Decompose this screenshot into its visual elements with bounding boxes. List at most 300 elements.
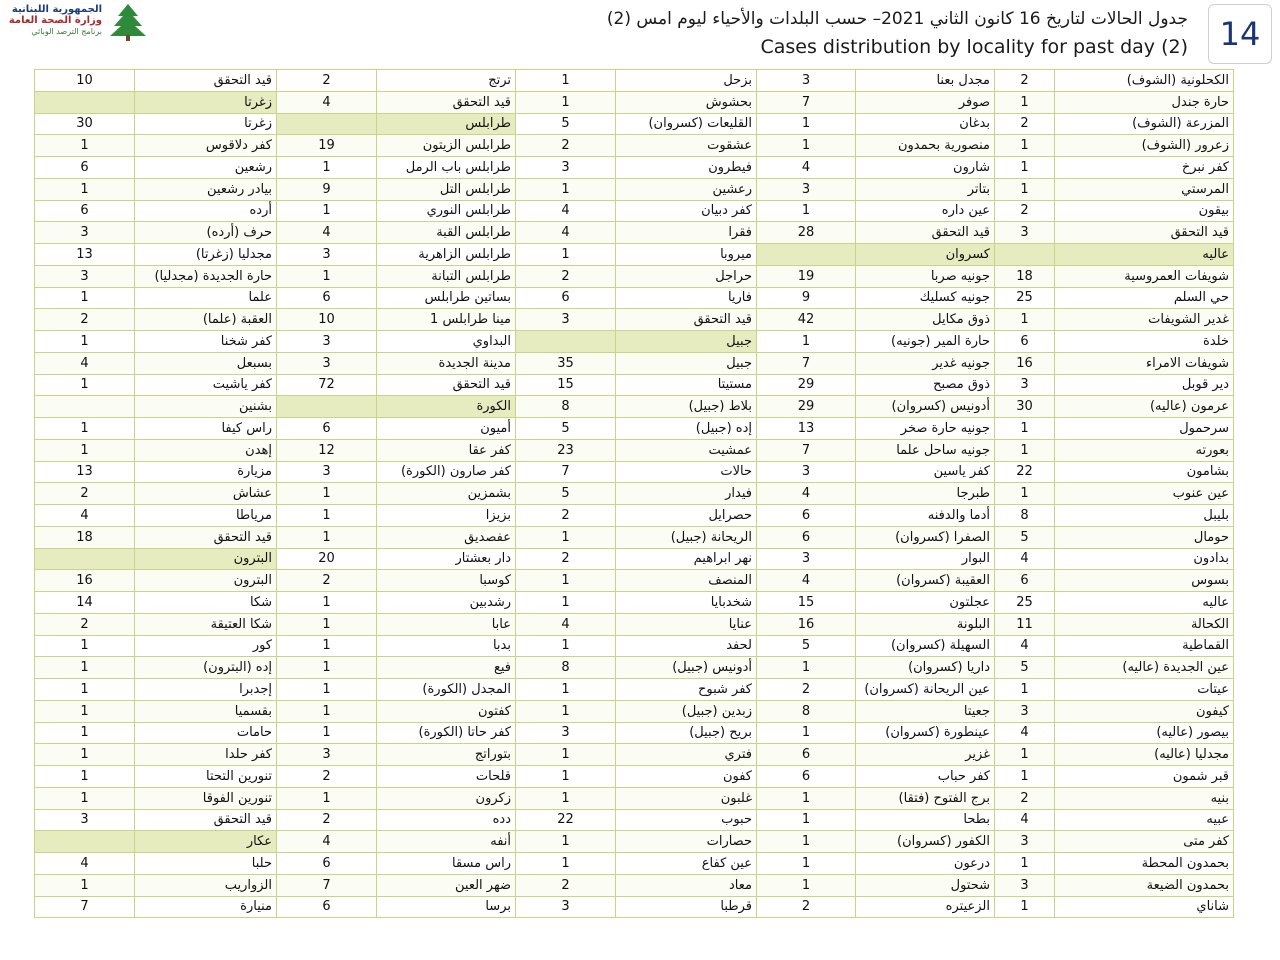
case-count-cell: 30: [35, 113, 135, 135]
case-count-cell: 6: [757, 526, 856, 548]
locality-cell: كفون: [616, 766, 757, 788]
locality-cell: الصفرا (كسروان): [856, 526, 995, 548]
case-count-cell: 1: [35, 679, 135, 701]
case-count-cell: 1: [995, 157, 1055, 179]
locality-cell: طرابلس الزيتون: [377, 135, 516, 157]
case-count-cell: 2: [995, 70, 1055, 92]
locality-cell: بسوس: [1055, 570, 1234, 592]
case-count-cell: 1: [277, 722, 377, 744]
locality-cell: بشمزين: [377, 483, 516, 505]
locality-cell: شحتول: [856, 874, 995, 896]
locality-cell: بدبا: [377, 635, 516, 657]
locality-cell: زغرتا: [135, 91, 277, 113]
case-count-cell: 3: [277, 461, 377, 483]
case-count-cell: 4: [516, 222, 616, 244]
case-count-cell: 3: [277, 352, 377, 374]
locality-cell: إده (جبيل): [616, 418, 757, 440]
locality-cell: الكورة: [377, 396, 516, 418]
locality-cell: بطحا: [856, 809, 995, 831]
case-count-cell: 2: [277, 70, 377, 92]
locality-cell: البترون: [135, 548, 277, 570]
locality-cell: كفر دلاقوس: [135, 135, 277, 157]
table-row: [35, 679, 1234, 701]
case-count-cell: 1: [995, 309, 1055, 331]
locality-cell: إهدن: [135, 439, 277, 461]
table-row: [35, 352, 1234, 374]
table-row: [35, 744, 1234, 766]
locality-cell: فيع: [377, 657, 516, 679]
locality-cell: عينطورة (كسروان): [856, 722, 995, 744]
case-count-cell: 25: [995, 592, 1055, 614]
locality-cell: حامات: [135, 722, 277, 744]
locality-cell: عنايا: [616, 613, 757, 635]
locality-cell: كفر متى: [1055, 831, 1234, 853]
table-row: [35, 548, 1234, 570]
case-count-cell: [995, 244, 1055, 266]
case-count-cell: 1: [35, 657, 135, 679]
locality-cell: حصارات: [616, 831, 757, 853]
locality-cell: حي السلم: [1055, 287, 1234, 309]
table-row: [35, 613, 1234, 635]
case-count-cell: 1: [757, 135, 856, 157]
case-count-cell: 1: [995, 679, 1055, 701]
case-count-cell: 3: [35, 265, 135, 287]
locality-cell: الريحانة (جبيل): [616, 526, 757, 548]
case-count-cell: 15: [516, 374, 616, 396]
case-count-cell: 5: [995, 526, 1055, 548]
case-count-cell: 1: [995, 91, 1055, 113]
page-number: 14: [1208, 4, 1272, 64]
case-count-cell: 1: [516, 831, 616, 853]
table-row: [35, 896, 1234, 918]
case-count-cell: 4: [757, 483, 856, 505]
case-count-cell: 6: [995, 570, 1055, 592]
case-count-cell: 7: [35, 896, 135, 918]
case-count-cell: 2: [35, 309, 135, 331]
table-row: [35, 505, 1234, 527]
case-count-cell: 25: [995, 287, 1055, 309]
cedar-icon: [106, 2, 150, 42]
case-count-cell: 1: [516, 679, 616, 701]
case-count-cell: 3: [277, 244, 377, 266]
case-count-cell: 1: [757, 853, 856, 875]
locality-cell: طرابلس باب الرمل: [377, 157, 516, 179]
locality-cell: زبدين (جبيل): [616, 700, 757, 722]
locality-cell: حبوب: [616, 809, 757, 831]
locality-cell: عين الجديدة (عاليه): [1055, 657, 1234, 679]
locality-cell: غلبون: [616, 787, 757, 809]
case-count-cell: 29: [757, 396, 856, 418]
locality-cell: كيفون: [1055, 700, 1234, 722]
locality-cell: داريا (كسروان): [856, 657, 995, 679]
locality-cell: خلدة: [1055, 331, 1234, 353]
case-count-cell: 1: [35, 787, 135, 809]
case-count-cell: 7: [757, 352, 856, 374]
case-count-cell: 19: [757, 265, 856, 287]
locality-cell: القليعات (كسروان): [616, 113, 757, 135]
case-count-cell: 16: [757, 613, 856, 635]
locality-cell: رشدبين: [377, 592, 516, 614]
case-count-cell: [277, 113, 377, 135]
locality-cell: الكحلونية (الشوف): [1055, 70, 1234, 92]
case-count-cell: 8: [516, 396, 616, 418]
locality-cell: البلونة: [856, 613, 995, 635]
locality-cell: البداوي: [377, 331, 516, 353]
locality-cell: تنورين الفوقا: [135, 787, 277, 809]
locality-cell: منيارة: [135, 896, 277, 918]
locality-cell: حصرايل: [616, 505, 757, 527]
case-count-cell: 2: [35, 613, 135, 635]
case-count-cell: 1: [35, 874, 135, 896]
case-count-cell: 1: [277, 200, 377, 222]
locality-cell: شويفات العمروسية: [1055, 265, 1234, 287]
ministry-logo: [8, 2, 148, 42]
table-row: [35, 700, 1234, 722]
case-count-cell: 2: [995, 787, 1055, 809]
case-count-cell: 3: [995, 374, 1055, 396]
locality-cell: شارون: [856, 157, 995, 179]
case-count-cell: 1: [35, 744, 135, 766]
locality-cell: شاناي: [1055, 896, 1234, 918]
case-count-cell: 1: [35, 178, 135, 200]
locality-cell: عشاش: [135, 483, 277, 505]
case-count-cell: 4: [757, 157, 856, 179]
case-count-cell: 3: [757, 548, 856, 570]
case-count-cell: 3: [757, 461, 856, 483]
locality-cell: دار بعشتار: [377, 548, 516, 570]
locality-cell: كفر شخنا: [135, 331, 277, 353]
locality-cell: أدونيس (جبيل): [616, 657, 757, 679]
table-row: [35, 439, 1234, 461]
locality-cell: إده (البترون): [135, 657, 277, 679]
case-count-cell: 1: [35, 439, 135, 461]
case-count-cell: 2: [277, 809, 377, 831]
locality-cell: ذوق مصبح: [856, 374, 995, 396]
locality-cell: جونيه صربا: [856, 265, 995, 287]
case-count-cell: 6: [35, 200, 135, 222]
locality-cell: مزيارة: [135, 461, 277, 483]
case-count-cell: 13: [35, 244, 135, 266]
case-count-cell: 4: [35, 853, 135, 875]
table-row: [35, 222, 1234, 244]
locality-cell: ميروبا: [616, 244, 757, 266]
case-count-cell: 1: [995, 439, 1055, 461]
case-count-cell: 22: [995, 461, 1055, 483]
locality-cell: كفتون: [377, 700, 516, 722]
locality-cell: كوسبا: [377, 570, 516, 592]
locality-cell: بلاط (جبيل): [616, 396, 757, 418]
locality-cell: طرابلس التبانة: [377, 265, 516, 287]
locality-cell: زغرتا: [135, 113, 277, 135]
locality-cell: أدونيس (كسروان): [856, 396, 995, 418]
case-count-cell: 3: [995, 700, 1055, 722]
locality-cell: بحمدون الضيعة: [1055, 874, 1234, 896]
case-count-cell: 5: [516, 113, 616, 135]
case-count-cell: 12: [277, 439, 377, 461]
case-count-cell: 3: [995, 222, 1055, 244]
locality-cell: فتري: [616, 744, 757, 766]
case-count-cell: 3: [516, 722, 616, 744]
case-count-cell: 1: [35, 700, 135, 722]
case-count-cell: [757, 244, 856, 266]
locality-cell: عاليه: [1055, 244, 1234, 266]
locality-cell: بيادر رشعين: [135, 178, 277, 200]
locality-cell: كفر حلدا: [135, 744, 277, 766]
case-count-cell: 4: [757, 570, 856, 592]
locality-cell: الكفور (كسروان): [856, 831, 995, 853]
case-count-cell: 10: [35, 70, 135, 92]
table-row: [35, 526, 1234, 548]
case-count-cell: 18: [995, 265, 1055, 287]
locality-cell: السهيلة (كسروان): [856, 635, 995, 657]
locality-cell: تنورين التحتا: [135, 766, 277, 788]
locality-cell: بريح (جبيل): [616, 722, 757, 744]
case-count-cell: 4: [277, 91, 377, 113]
locality-cell: عين كفاع: [616, 853, 757, 875]
locality-cell: أرده: [135, 200, 277, 222]
case-count-cell: 1: [757, 200, 856, 222]
case-count-cell: 1: [995, 896, 1055, 918]
case-count-cell: 1: [995, 483, 1055, 505]
logo-line-ministry: وزارة الصحة العامة: [8, 15, 102, 26]
table-row: [35, 178, 1234, 200]
locality-cell: قيد التحقق: [1055, 222, 1234, 244]
locality-cell: طرابلس القبة: [377, 222, 516, 244]
locality-cell: جونيه ساحل علما: [856, 439, 995, 461]
case-count-cell: 7: [757, 439, 856, 461]
case-count-cell: 2: [516, 505, 616, 527]
locality-cell: شكا: [135, 592, 277, 614]
locality-cell: جونيه كسليك: [856, 287, 995, 309]
locality-cell: غدير الشويفات: [1055, 309, 1234, 331]
locality-cell: بنيه: [1055, 787, 1234, 809]
case-count-cell: 8: [516, 657, 616, 679]
case-count-cell: [35, 91, 135, 113]
locality-cell: عيتات: [1055, 679, 1234, 701]
locality-cell: حارة الجديدة (مجدليا): [135, 265, 277, 287]
logo-line-republic: الجمهورية اللبنانية: [11, 4, 102, 15]
locality-cell: نهر ابراهيم: [616, 548, 757, 570]
case-count-cell: 2: [277, 766, 377, 788]
table-row: [35, 265, 1234, 287]
locality-cell: رعشين: [616, 178, 757, 200]
table-row: [35, 309, 1234, 331]
case-count-cell: 5: [995, 657, 1055, 679]
locality-cell: قرطبا: [616, 896, 757, 918]
table-row: [35, 396, 1234, 418]
locality-cell: قيد التحقق: [856, 222, 995, 244]
locality-cell: الزعيتره: [856, 896, 995, 918]
locality-cell: بدغان: [856, 113, 995, 135]
page-titles: [607, 4, 1188, 60]
table-row: [35, 113, 1234, 135]
locality-cell: بحمدون المحطة: [1055, 853, 1234, 875]
locality-cell: بليبل: [1055, 505, 1234, 527]
locality-cell: عجلتون: [856, 592, 995, 614]
case-count-cell: 1: [277, 483, 377, 505]
case-count-cell: 1: [757, 831, 856, 853]
locality-cell: بشامون: [1055, 461, 1234, 483]
locality-cell: كفر حاتا (الكورة): [377, 722, 516, 744]
case-count-cell: 30: [995, 396, 1055, 418]
case-count-cell: 1: [35, 287, 135, 309]
locality-cell: مستيتا: [616, 374, 757, 396]
locality-cell: فيدار: [616, 483, 757, 505]
case-count-cell: 1: [757, 331, 856, 353]
table-row: [35, 331, 1234, 353]
case-count-cell: 4: [995, 635, 1055, 657]
case-count-cell: 2: [757, 679, 856, 701]
locality-cell: عين عنوب: [1055, 483, 1234, 505]
case-count-cell: 1: [35, 418, 135, 440]
table-row: [35, 157, 1234, 179]
locality-cell: قيد التحقق: [377, 91, 516, 113]
locality-cell: كفر عقا: [377, 439, 516, 461]
case-count-cell: 3: [995, 831, 1055, 853]
case-count-cell: 1: [35, 135, 135, 157]
case-count-cell: 3: [516, 896, 616, 918]
locality-cell: كفر دبيان: [616, 200, 757, 222]
locality-cell: برسا: [377, 896, 516, 918]
locality-cell: بشنين: [135, 396, 277, 418]
table-row: [35, 200, 1234, 222]
case-count-cell: 2: [516, 265, 616, 287]
case-count-cell: [516, 331, 616, 353]
locality-cell: عكار: [135, 831, 277, 853]
table-row: [35, 722, 1234, 744]
case-count-cell: 6: [757, 744, 856, 766]
locality-cell: بتاتر: [856, 178, 995, 200]
case-count-cell: 19: [277, 135, 377, 157]
case-count-cell: 7: [516, 461, 616, 483]
case-count-cell: 3: [277, 331, 377, 353]
case-count-cell: 8: [757, 700, 856, 722]
locality-cell: مينا طرابلس 1: [377, 309, 516, 331]
case-count-cell: 1: [516, 526, 616, 548]
table-row: [35, 91, 1234, 113]
table-row: [35, 570, 1234, 592]
case-count-cell: 6: [516, 287, 616, 309]
table-row: [35, 244, 1234, 266]
locality-cell: حارة جندل: [1055, 91, 1234, 113]
locality-cell: المرستي: [1055, 178, 1234, 200]
locality-cell: قيد التحقق: [135, 526, 277, 548]
locality-cell: جبيل: [616, 331, 757, 353]
case-count-cell: [35, 831, 135, 853]
case-count-cell: 1: [277, 157, 377, 179]
locality-cell: مدينة الجديدة: [377, 352, 516, 374]
case-count-cell: 20: [277, 548, 377, 570]
locality-cell: بقسميا: [135, 700, 277, 722]
case-count-cell: 1: [277, 613, 377, 635]
locality-cell: قيد التحقق: [377, 374, 516, 396]
table-row: [35, 853, 1234, 875]
locality-cell: أدما والدفنه: [856, 505, 995, 527]
case-count-cell: 4: [995, 722, 1055, 744]
locality-cell: الزواريب: [135, 874, 277, 896]
locality-cell: قيد التحقق: [135, 809, 277, 831]
locality-cell: العقيبة (كسروان): [856, 570, 995, 592]
case-count-cell: 2: [277, 570, 377, 592]
locality-cell: رشعين: [135, 157, 277, 179]
case-count-cell: 6: [277, 853, 377, 875]
locality-cell: برج الفتوح (فتقا): [856, 787, 995, 809]
locality-cell: بزيزا: [377, 505, 516, 527]
case-count-cell: 9: [277, 178, 377, 200]
locality-cell: عين داره: [856, 200, 995, 222]
locality-cell: عين الريحانة (كسروان): [856, 679, 995, 701]
case-count-cell: 1: [516, 787, 616, 809]
case-count-cell: 2: [995, 200, 1055, 222]
case-count-cell: 1: [277, 592, 377, 614]
case-count-cell: 4: [995, 809, 1055, 831]
locality-cell: دير قوبل: [1055, 374, 1234, 396]
cases-table: [34, 69, 1234, 918]
locality-cell: فيطرون: [616, 157, 757, 179]
case-count-cell: 8: [995, 505, 1055, 527]
locality-cell: شويفات الامراء: [1055, 352, 1234, 374]
case-count-cell: 1: [277, 505, 377, 527]
locality-cell: جونيه حارة صخر: [856, 418, 995, 440]
table-body: [35, 70, 1234, 918]
case-count-cell: 1: [516, 635, 616, 657]
locality-cell: بيقون: [1055, 200, 1234, 222]
table-row: [35, 787, 1234, 809]
case-count-cell: 1: [516, 70, 616, 92]
locality-cell: قيد التحقق: [135, 70, 277, 92]
case-count-cell: 22: [516, 809, 616, 831]
locality-cell: شكا العتيقة: [135, 613, 277, 635]
case-count-cell: 1: [516, 700, 616, 722]
case-count-cell: 1: [277, 700, 377, 722]
table-row: [35, 635, 1234, 657]
locality-cell: القماطية: [1055, 635, 1234, 657]
locality-cell: مجدليا (عاليه): [1055, 744, 1234, 766]
locality-cell: جونيه غدير: [856, 352, 995, 374]
locality-cell: درعون: [856, 853, 995, 875]
case-count-cell: 13: [757, 418, 856, 440]
case-count-cell: 1: [995, 744, 1055, 766]
locality-cell: بيصور (عاليه): [1055, 722, 1234, 744]
case-count-cell: 3: [995, 874, 1055, 896]
locality-cell: فقرا: [616, 222, 757, 244]
case-count-cell: 42: [757, 309, 856, 331]
locality-cell: بسبعل: [135, 352, 277, 374]
case-count-cell: 9: [757, 287, 856, 309]
locality-cell: عمشيت: [616, 439, 757, 461]
locality-cell: البوار: [856, 548, 995, 570]
locality-cell: زعرور (الشوف): [1055, 135, 1234, 157]
case-count-cell: 6: [277, 896, 377, 918]
case-count-cell: 4: [516, 613, 616, 635]
locality-cell: بعورته: [1055, 439, 1234, 461]
locality-cell: كور: [135, 635, 277, 657]
locality-cell: عاليه: [1055, 592, 1234, 614]
locality-cell: قيد التحقق: [616, 309, 757, 331]
case-count-cell: 1: [995, 418, 1055, 440]
case-count-cell: 1: [516, 592, 616, 614]
case-count-cell: 28: [757, 222, 856, 244]
case-count-cell: 6: [995, 331, 1055, 353]
case-count-cell: 3: [516, 309, 616, 331]
locality-cell: حالات: [616, 461, 757, 483]
locality-cell: لحفد: [616, 635, 757, 657]
case-count-cell: 1: [995, 766, 1055, 788]
locality-cell: علما: [135, 287, 277, 309]
case-count-cell: 3: [277, 744, 377, 766]
case-count-cell: 1: [516, 853, 616, 875]
case-count-cell: 6: [757, 766, 856, 788]
